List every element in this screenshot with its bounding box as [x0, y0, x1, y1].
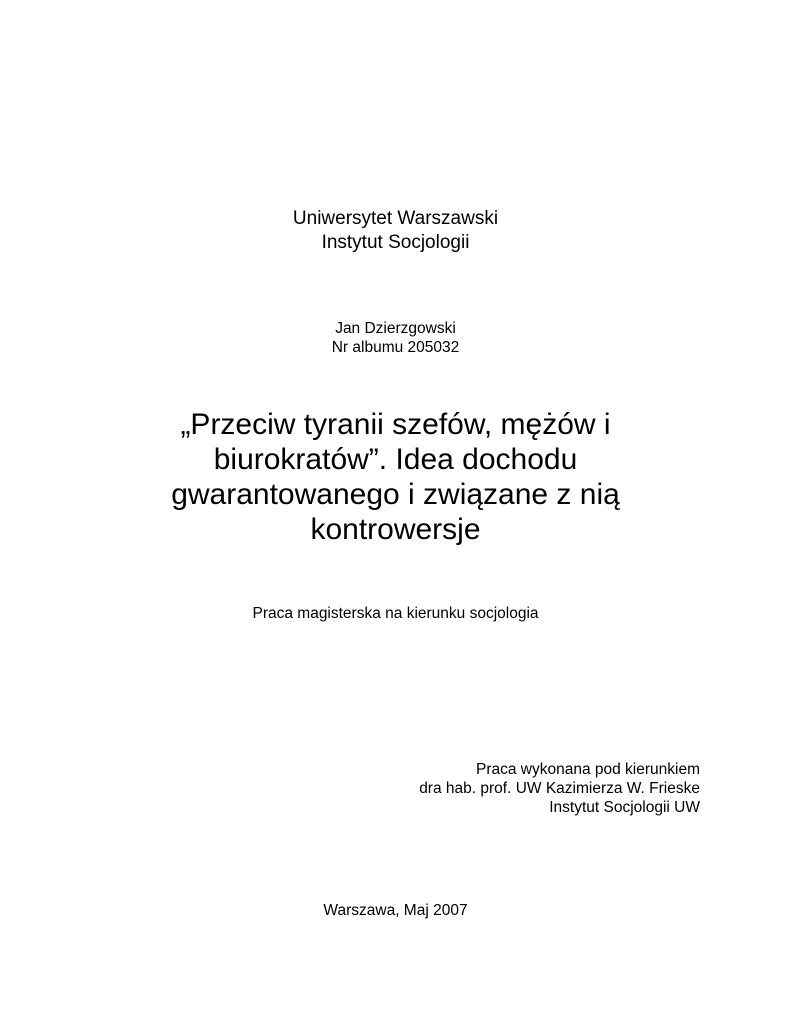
university-name: Uniwersytet Warszawski — [292, 208, 499, 229]
institution-block — [0, 207, 791, 255]
place-date: Warszawa, Maj 2007 — [323, 902, 468, 919]
author-block — [0, 319, 791, 357]
author-name: Jan Dzierzgowski — [335, 320, 456, 337]
thesis-title — [0, 407, 791, 547]
title-line: biurokratów”. Idea dochodu — [213, 443, 578, 476]
album-number: Nr albumu 205032 — [331, 339, 460, 356]
title-line: gwarantowanego i związane z nią — [171, 478, 620, 511]
place-date-block — [0, 901, 791, 920]
title-line: kontrowersje — [310, 513, 481, 546]
thesis-type-block — [0, 604, 791, 623]
institute-name: Instytut Socjologii — [321, 232, 470, 253]
supervisor-intro: Praca wykonana pod kierunkiem — [475, 761, 700, 778]
supervisor-block — [419, 760, 700, 817]
title-line: „Przeciw tyranii szefów, mężów i — [180, 408, 611, 441]
supervisor-name: dra hab. prof. UW Kazimierza W. Frieske — [419, 780, 700, 797]
supervisor-affiliation: Instytut Socjologii UW — [549, 799, 700, 816]
thesis-type: Praca magisterska na kierunku socjologia — [252, 605, 539, 622]
